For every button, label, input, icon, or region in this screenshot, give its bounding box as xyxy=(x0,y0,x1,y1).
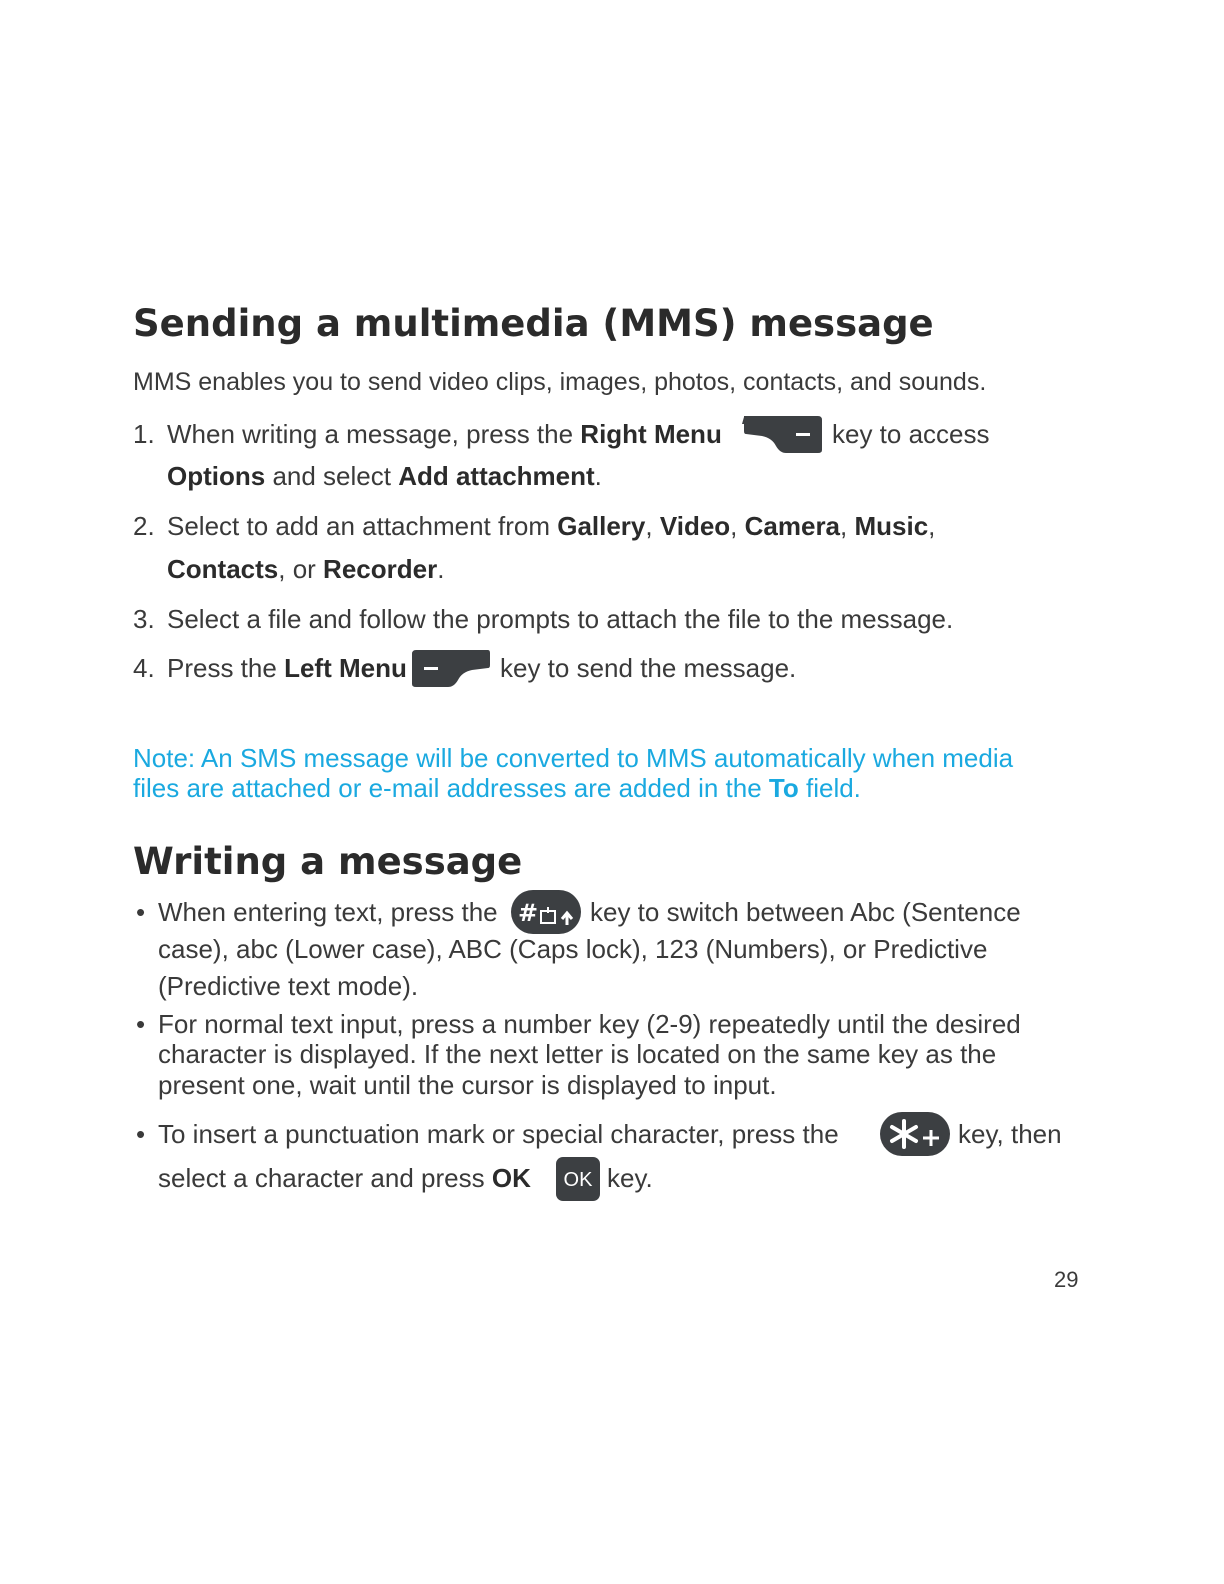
step-3-number: 3. xyxy=(133,604,155,634)
bullet-3-line-1-end: key, then xyxy=(958,1119,1062,1149)
bullet-2-line-1: For normal text input, press a number key (2-9) repeatedly until the desired xyxy=(158,1009,1021,1039)
bullet-1-marker: • xyxy=(136,897,146,927)
bullet-1-line-3: (Predictive text mode). xyxy=(158,971,419,1001)
step-4-line-1-end: key to send the message. xyxy=(500,653,797,683)
step-2-number: 2. xyxy=(133,511,155,541)
step-2-line-1: Select to add an attachment from Gallery, Video, Camera, Music, xyxy=(167,511,936,541)
mms-section-title: Sending a multimedia (MMS) message xyxy=(133,302,934,345)
step-4-number: 4. xyxy=(133,653,155,683)
bullet-3-marker: • xyxy=(136,1119,146,1149)
note-line-2: files are attached or e-mail addresses are added in the To field. xyxy=(133,773,861,803)
bullet-1-line-2: case), abc (Lower case), ABC (Caps lock), 123 (Numbers), or Predictive xyxy=(158,934,988,964)
bullet-2-marker: • xyxy=(136,1009,146,1039)
pound-input-mode-key-icon xyxy=(510,889,582,935)
step-1-number: 1. xyxy=(133,419,155,449)
bullet-2-line-2: character is displayed. If the next letter is located on the same key as the xyxy=(158,1039,997,1069)
mms-intro: MMS enables you to send video clips, images, photos, contacts, and sounds. xyxy=(133,368,987,396)
bullet-1-line-1-end: key to switch between Abc (Sentence xyxy=(590,897,1021,927)
bullet-3-line-1-start: To insert a punctuation mark or special character, press the xyxy=(158,1119,839,1149)
ok-key-label: OK xyxy=(563,1169,593,1191)
step-2-line-2: Contacts, or Recorder. xyxy=(167,554,445,584)
step-1-line-2: Options and select Add attachment. xyxy=(167,461,602,491)
left-menu-key-icon xyxy=(410,648,492,688)
step-1-line-1: When writing a message, press the Right Menu xyxy=(167,419,722,449)
note-line-1: Note: An SMS message will be converted to MMS automatically when media xyxy=(133,743,1014,773)
step-3-line-1: Select a file and follow the prompts to attach the file to the message. xyxy=(167,604,954,634)
star-key-icon xyxy=(879,1111,951,1157)
bullet-3-line-2-end: key. xyxy=(607,1163,653,1193)
bullet-2-line-3: present one, wait until the cursor is displayed to input. xyxy=(158,1070,777,1100)
ok-key-icon xyxy=(555,1156,601,1202)
bullet-1-line-1-start: When entering text, press the xyxy=(158,897,498,927)
writing-section-title: Writing a message xyxy=(133,840,523,883)
svg-text:#: # xyxy=(517,899,539,927)
right-menu-key-icon xyxy=(742,414,824,454)
page-number: 29 xyxy=(1054,1267,1079,1292)
step-1-line-1-end: key to access xyxy=(832,419,990,449)
step-4-line-1: Press the Left Menu xyxy=(167,653,407,683)
bullet-3-line-2: select a character and press OK xyxy=(158,1163,531,1193)
